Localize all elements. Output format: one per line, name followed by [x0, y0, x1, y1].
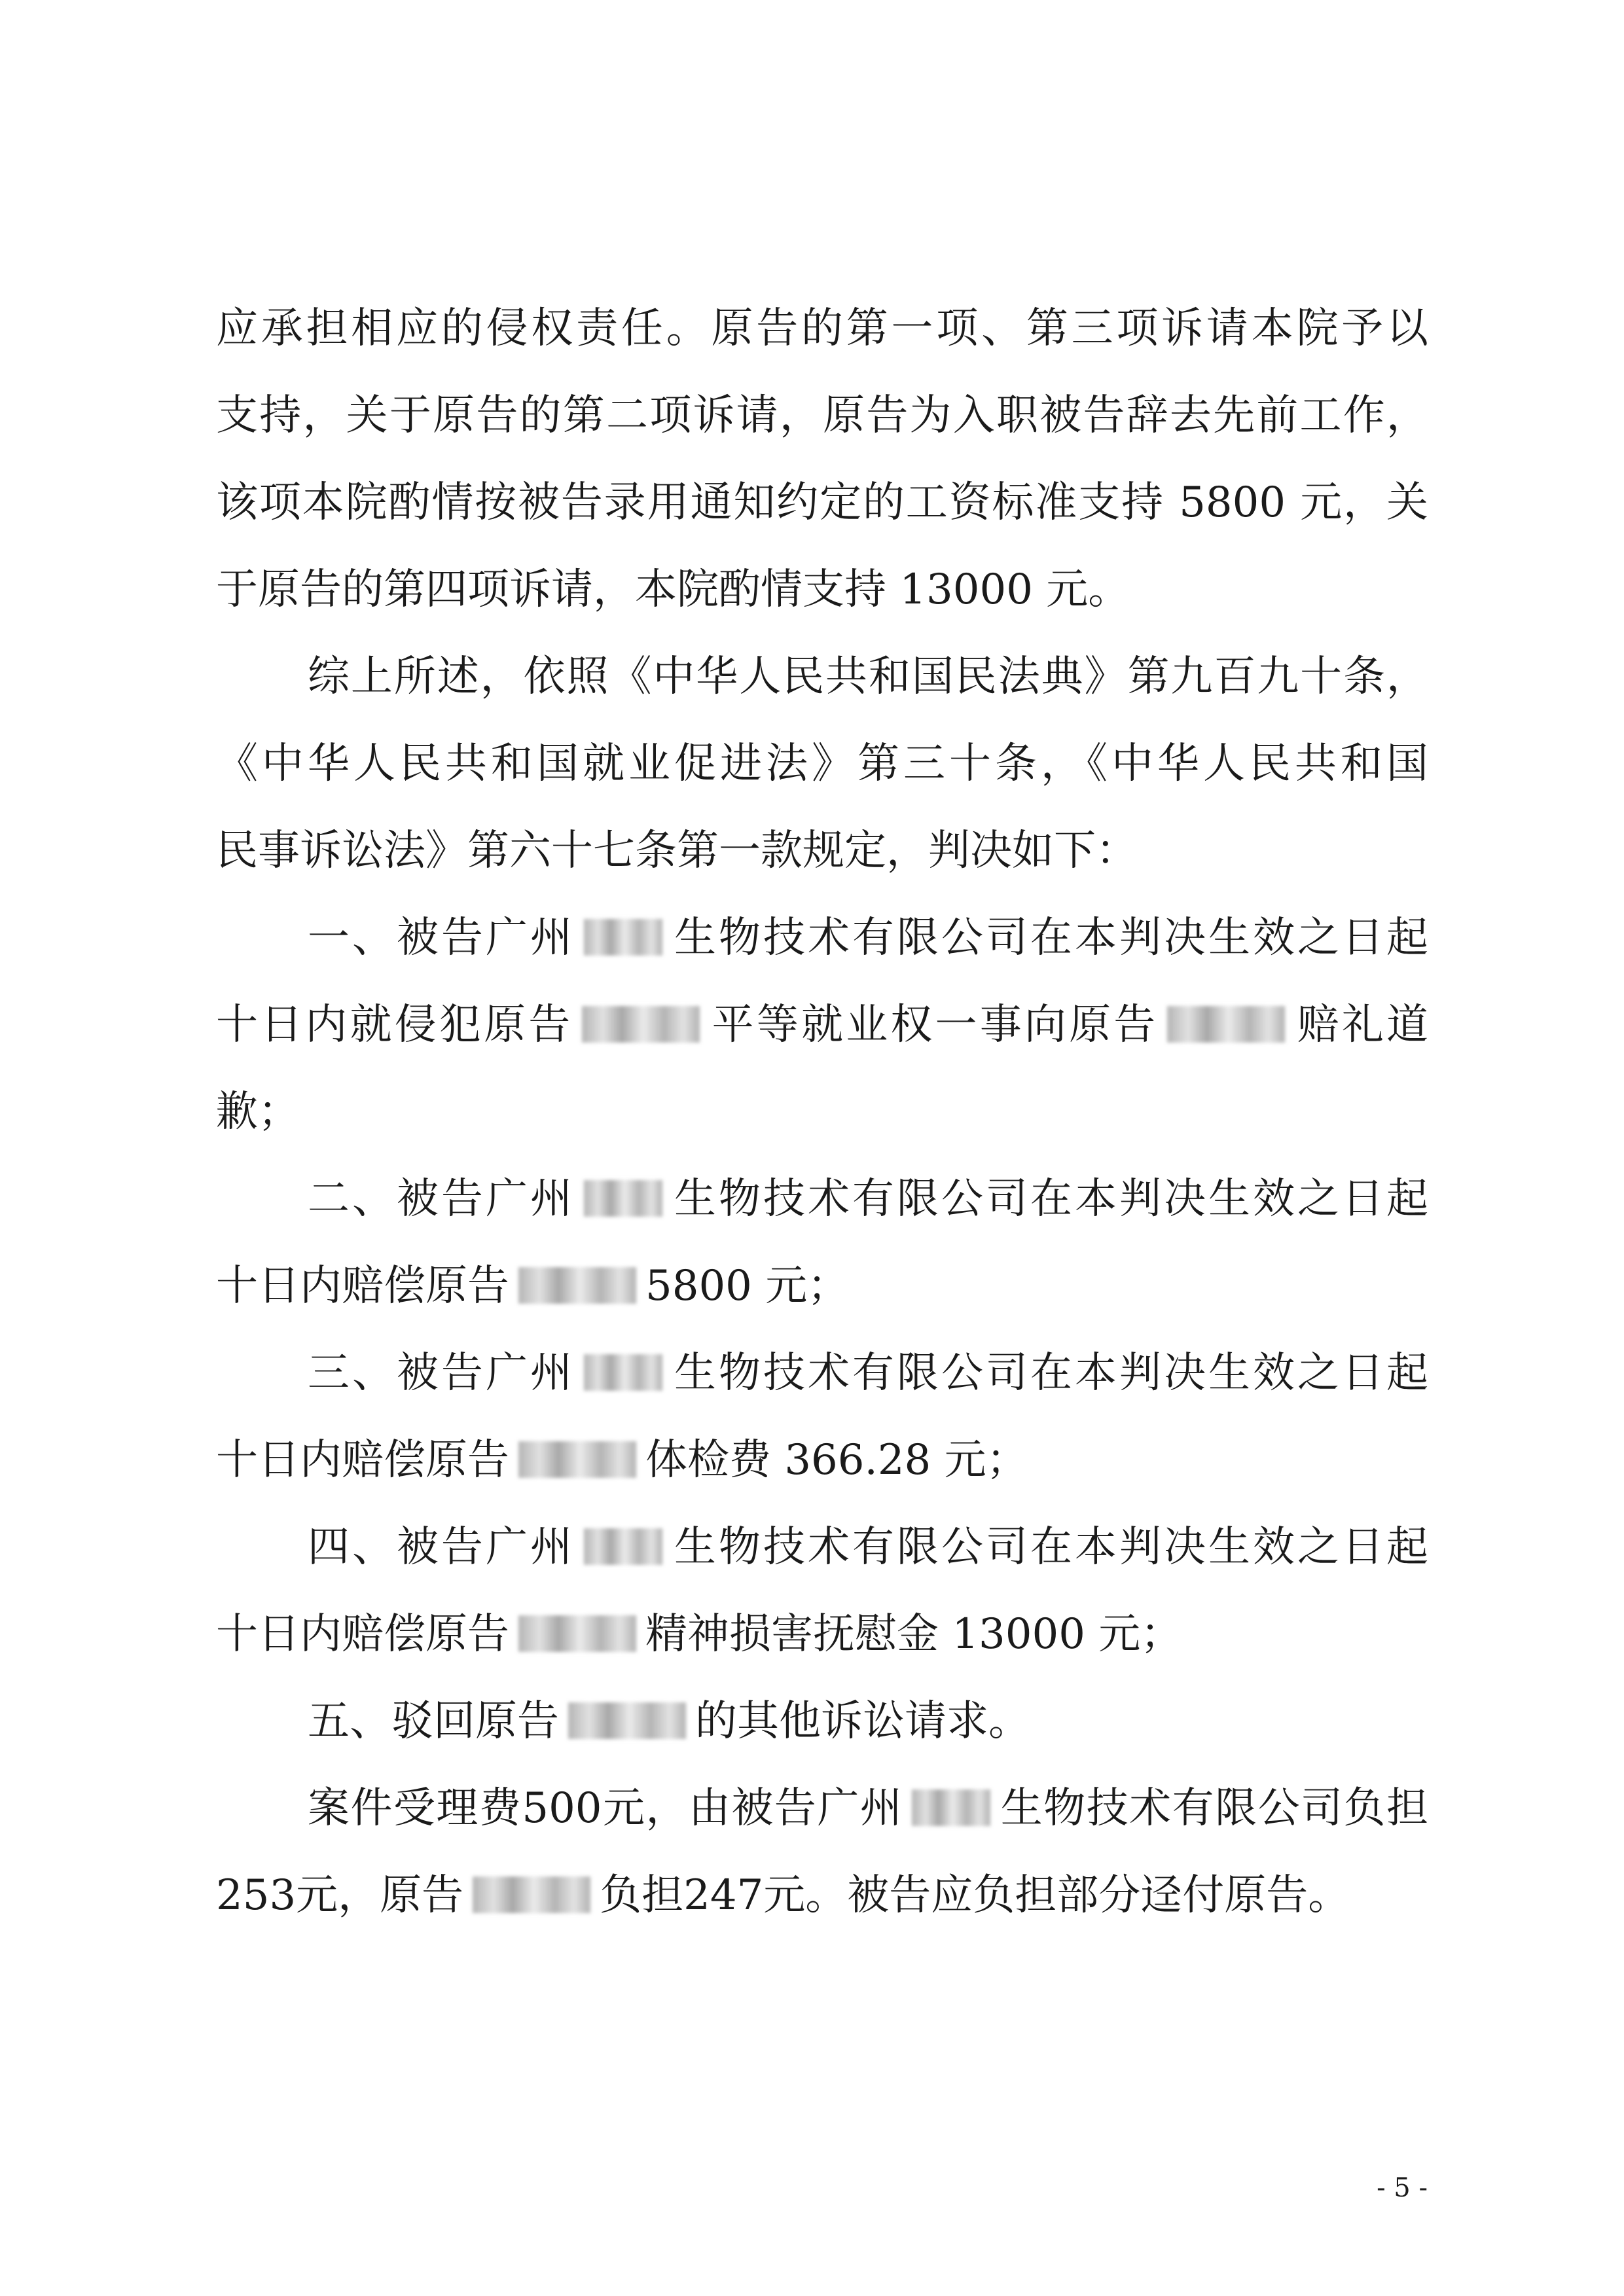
page-number: - 5 - [1377, 2173, 1428, 2203]
text-segment: 赔礼道 [1294, 1001, 1429, 1049]
text-segment: 生物技术有限公司在本判决生效之日起 [672, 1349, 1428, 1397]
judgment-item-4-cont [216, 1595, 1428, 1674]
judgment-item-1 [308, 899, 1428, 977]
redacted-name [584, 1180, 662, 1217]
redacted-name [1167, 1006, 1285, 1043]
judgment-item-1-cont [216, 986, 1428, 1064]
judgment-item-5 [308, 1682, 1428, 1761]
fee-paragraph-cont [216, 1856, 1428, 1935]
judgment-item-1-end: 歉； [216, 1088, 300, 1136]
paragraph-line: 综上所述，依照《中华人民共和国民法典》第九百九十条， [308, 653, 1428, 701]
text-segment: 生物技术有限公司在本判决生效之日起 [672, 1175, 1428, 1223]
judgment-item-4 [308, 1508, 1428, 1587]
redacted-name [518, 1441, 636, 1478]
text-segment: 一、被告广州 [308, 914, 575, 962]
paragraph-line: 民事诉讼法》第六十七条第一款规定，判决如下： [216, 827, 1138, 875]
redacted-name [584, 919, 662, 956]
redacted-name [473, 1876, 590, 1913]
judgment-item-2-cont [216, 1247, 1428, 1325]
paragraph-line: 该项本院酌情按被告录用通知约定的工资标准支持 5800 元，关 [216, 478, 1428, 527]
judgment-item-2 [308, 1160, 1428, 1238]
text-segment: 精神损害抚慰金 13000 元； [645, 1610, 1183, 1659]
paragraph-line: 《中华人民共和国就业促进法》第三十条，《中华人民共和国 [216, 740, 1428, 788]
text-segment: 案件受理费500元，由被告广州 [308, 1784, 903, 1833]
text-segment: 负担247元。被告应负担部分迳付原告。 [600, 1871, 1350, 1920]
fee-paragraph [308, 1769, 1428, 1848]
redacted-name [518, 1615, 636, 1652]
paragraph-line: 应承担相应的侵权责任。原告的第一项、第三项诉请本院予以 [216, 304, 1428, 353]
redacted-name [582, 1006, 700, 1043]
text-segment: 十日内就侵犯原告 [216, 1001, 573, 1049]
redacted-name [584, 1528, 662, 1565]
text-segment: 二、被告广州 [308, 1175, 575, 1223]
text-segment: 五、驳回原告 [308, 1697, 559, 1746]
text-segment: 十日内赔偿原告 [216, 1610, 509, 1659]
text-segment: 三、被告广州 [308, 1349, 575, 1397]
text-segment: 生物技术有限公司负担 [1000, 1784, 1429, 1833]
redacted-name [518, 1267, 636, 1304]
redacted-name [912, 1789, 990, 1826]
text-segment: 的其他诉讼请求。 [695, 1697, 1030, 1746]
paragraph-line: 于原告的第四项诉请，本院酌情支持 13000 元。 [216, 565, 1130, 614]
text-segment: 平等就业权一事向原告 [709, 1001, 1159, 1049]
text-segment: 生物技术有限公司在本判决生效之日起 [672, 1523, 1428, 1571]
redacted-name [568, 1702, 686, 1739]
judgment-item-3 [308, 1334, 1428, 1412]
text-segment: 十日内赔偿原告 [216, 1262, 509, 1310]
text-segment: 生物技术有限公司在本判决生效之日起 [672, 914, 1428, 962]
paragraph-line: 支持，关于原告的第二项诉请，原告为入职被告辞去先前工作， [216, 391, 1428, 440]
text-segment: 十日内赔偿原告 [216, 1436, 509, 1484]
text-segment: 四、被告广州 [308, 1523, 575, 1571]
judgment-item-3-cont [216, 1421, 1428, 1499]
redacted-name [584, 1354, 662, 1391]
text-segment: 253元，原告 [216, 1871, 464, 1920]
text-segment: 5800 元； [645, 1262, 850, 1310]
text-segment: 体检费 366.28 元； [645, 1436, 1028, 1484]
